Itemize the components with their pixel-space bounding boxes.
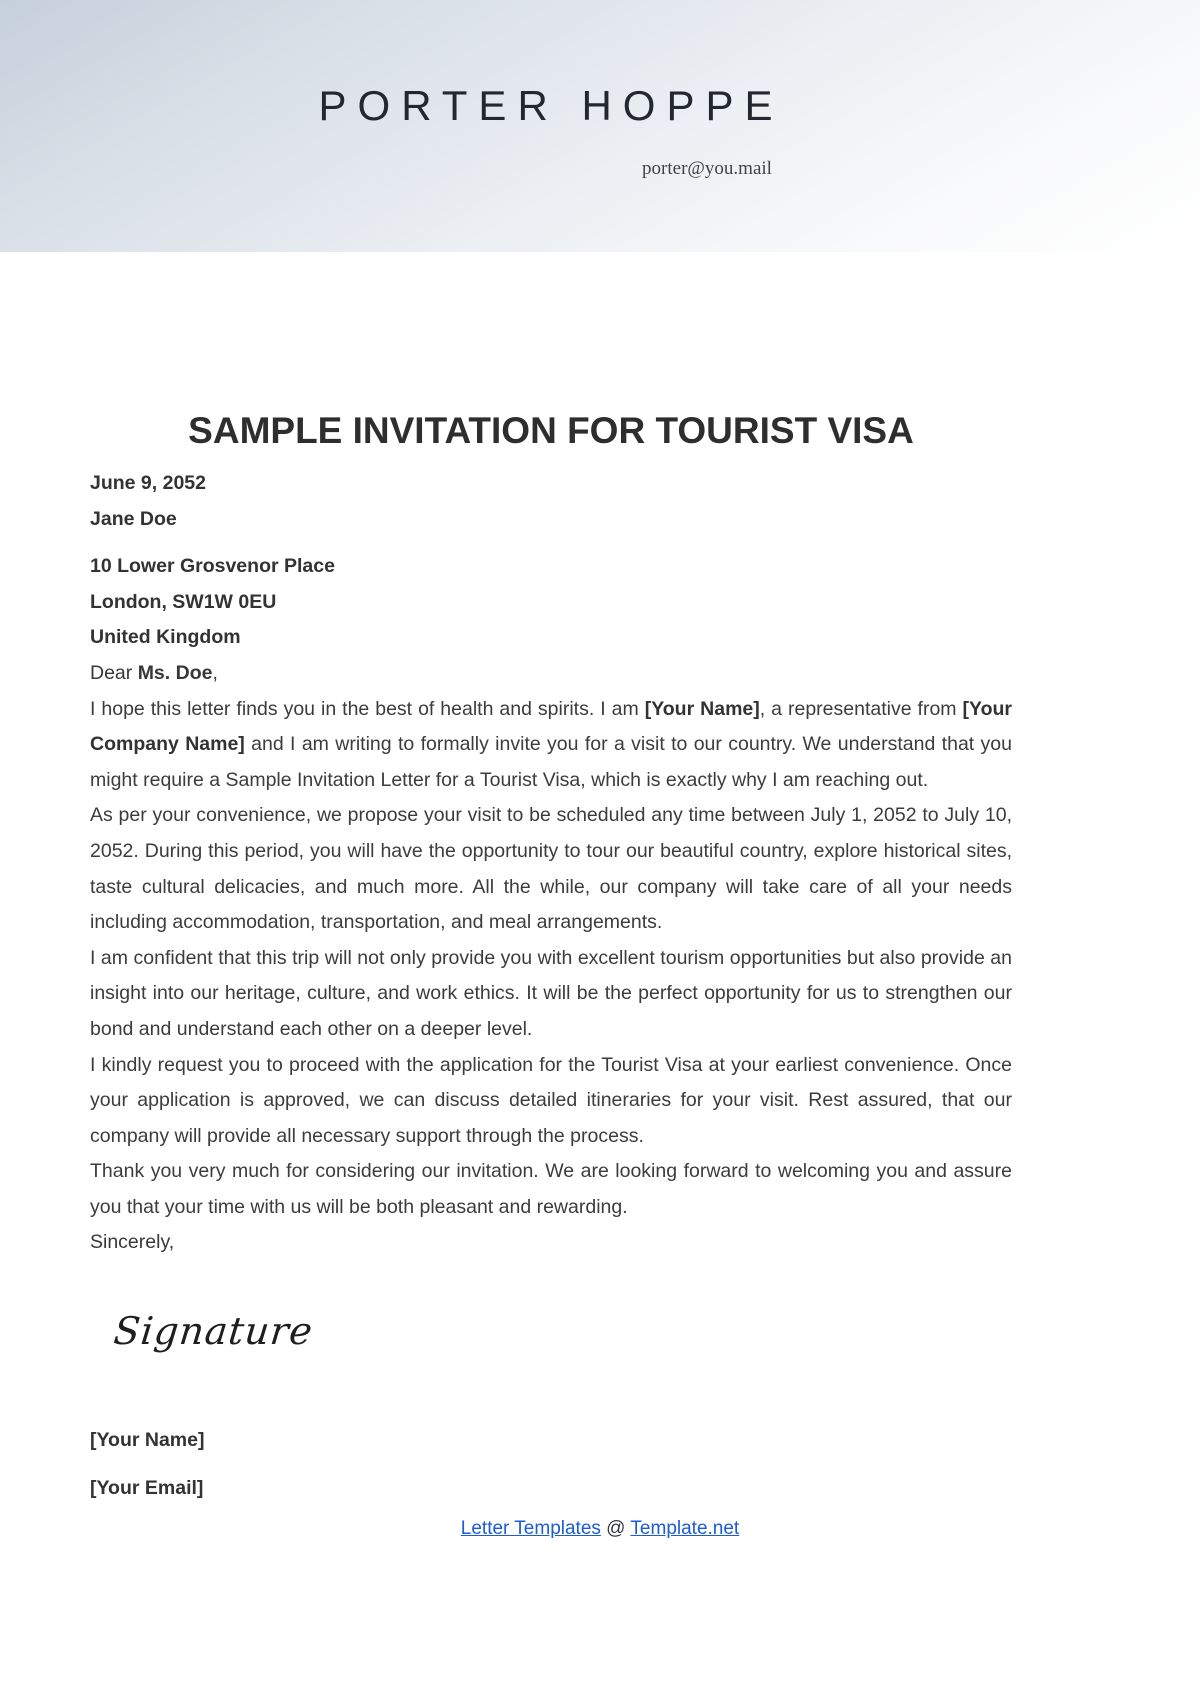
closing: Sincerely, — [90, 1231, 175, 1254]
paragraph-text: I hope this letter finds you in the best of health and spirits. I am — [90, 697, 645, 720]
letter-title: SAMPLE INVITATION FOR TOURIST VISA — [188, 410, 914, 451]
letter-body — [90, 252, 1012, 1506]
salutation-prefix: Dear — [90, 661, 138, 684]
placeholder-bold-text: [Your Company Name] — [90, 697, 1012, 756]
sender-name: [Your Name] — [90, 1429, 205, 1452]
letter-paragraph — [90, 798, 1012, 940]
letter-paragraph — [90, 1154, 1012, 1225]
letter-paragraph — [90, 941, 1012, 1048]
recipient-name: Jane Doe — [90, 507, 177, 530]
paragraph-text: I kindly request you to proceed with the application for the Tourist Visa at your earliest convenience. Once your application is approved, we can discuss detailed itineraries for your visit. Rest assured, that our company will provide all necessary support through the process. — [90, 1053, 1012, 1147]
signature-script: Signature — [111, 1309, 316, 1354]
company-email: porter@you.mail — [642, 158, 772, 179]
sender-email: [Your Email] — [90, 1476, 204, 1499]
salutation — [90, 656, 1012, 692]
paragraph-text: I am confident that this trip will not only provide you with excellent tourism opportunities but also provide an insight into our heritage, culture, and work ethics. It will be the perfect opportunity for us to strengthen our bond and understand each other on a deeper level. — [90, 946, 1012, 1040]
paragraph-text: As per your convenience, we propose your visit to be scheduled any time between July 1, 2052 to July 10, 2052. During this period, you will have the opportunity to tour our beautiful country, explore historical sites, taste cultural delicacies, and much more. All the while, our company will take care of all your needs including accommodation, transportation, and meal arrangements. — [90, 804, 1012, 934]
salutation-name: Ms. Doe — [137, 661, 213, 684]
address-line-2: London, SW1W 0EU — [90, 590, 277, 613]
paragraph-text: and I am writing to formally invite you for a visit to our country. We understand that you might require a Sample Invitation Letter for a Tourist Visa, which is exactly why I am reaching out. — [90, 733, 1012, 791]
letterhead — [0, 0, 1200, 252]
recipient-address — [90, 549, 1012, 656]
address-line-3: United Kingdom — [90, 626, 241, 649]
letter-paragraphs — [90, 692, 1012, 1226]
placeholder-bold-text: [Your Name] — [644, 697, 760, 720]
company-name: PORTER HOPPE — [318, 82, 784, 129]
template-net-link[interactable]: Template.net — [630, 1518, 740, 1540]
page-footer — [0, 1518, 1200, 1540]
letter-paragraph — [90, 692, 1012, 799]
address-line-1: 10 Lower Grosvenor Place — [90, 555, 335, 578]
paragraph-text: Thank you very much for considering our invitation. We are looking forward to welcoming you and assure you that your time with us will be both pleasant and rewarding. — [90, 1160, 1012, 1218]
letter-paragraph — [90, 1048, 1012, 1155]
letter-date: June 9, 2052 — [90, 472, 206, 494]
footer-separator: @ — [600, 1518, 631, 1540]
letter-templates-link[interactable]: Letter Templates — [460, 1518, 601, 1540]
salutation-suffix: , — [212, 661, 218, 684]
paragraph-text: , a representative from — [759, 697, 963, 720]
